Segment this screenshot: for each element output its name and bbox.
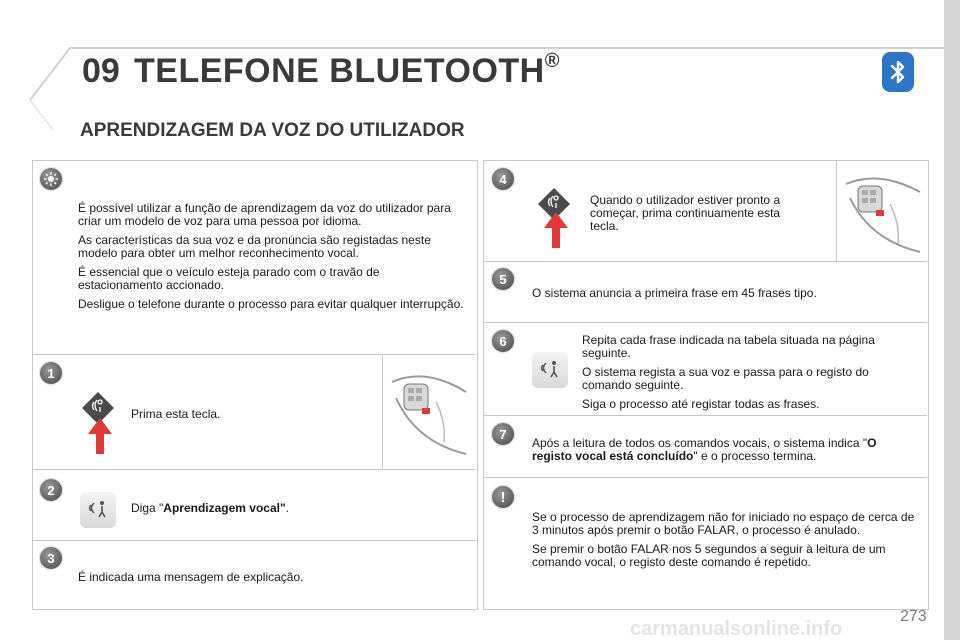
intro-paragraph: É possível utilizar a função de aprendizagem da voz do utilizador para criar um modelo de voz para uma pessoa por idioma.: [78, 201, 451, 228]
red-arrow-up-icon: [88, 418, 112, 454]
step-1-text: Prima esta tecla.: [131, 407, 221, 421]
step-4-text: Quando o utilizador estiver pronto a começar, prima continuamente esta tecla.: [590, 193, 781, 233]
step-6-text: [582, 334, 912, 417]
chapter-number: 09: [82, 52, 120, 90]
divider: [484, 415, 927, 416]
registered-mark: ®: [544, 50, 560, 72]
step-2-bold: Aprendizagem vocal": [163, 501, 286, 515]
steering-wheel-illustration: [840, 168, 924, 258]
step-badge-3: 3: [40, 547, 62, 569]
divider: [33, 469, 476, 470]
warning-paragraph: Se o processo de aprendizagem não for iniciado no espaço de cerca de 3 minutos após premir o botão FALAR, o processo é anulado.: [532, 510, 915, 537]
intro-paragraph: Desligue o telefone durante o processo para evitar qualquer interrupção.: [78, 297, 464, 311]
step-badge-4: 4: [492, 168, 514, 190]
step-7-text-before: Após a leitura de todos os comandos vocais, o sistema indica ": [532, 436, 868, 450]
warning-paragraph: Se premir o botão FALAR nos 5 segundos a seguir à leitura de um comando vocal, o registo deste comando é repetido.: [532, 542, 886, 569]
intro-paragraph: É essencial que o veículo esteja parado com o travão de estacionamento accionado.: [78, 265, 380, 292]
step-2-text: [131, 502, 289, 515]
step-6-paragraph: O sistema regista a sua voz e passa para o registo do comando seguinte.: [582, 365, 869, 392]
step-7-text-after: " e o processo termina.: [693, 449, 817, 463]
page-number: 273: [900, 608, 927, 625]
step-6-paragraph: Repita cada frase indicada na tabela situada na página seguinte.: [582, 333, 875, 360]
warning-text: [532, 511, 920, 575]
settings-sun-icon: [40, 168, 62, 190]
bluetooth-icon: [882, 52, 914, 92]
step-7-bold: O registo vocal está concluído: [532, 436, 877, 463]
voice-command-icon: [532, 352, 568, 388]
step-badge-5: 5: [492, 268, 514, 290]
step-5-text: O sistema anuncia a primeira frase em 45 frases tipo.: [532, 286, 817, 300]
step-badge-6: 6: [492, 330, 514, 352]
divider: [33, 540, 476, 541]
watermark: carmanualsonline.info: [630, 618, 843, 640]
section-title: APRENDIZAGEM DA VOZ DO UTILIZADOR: [80, 120, 465, 141]
step-badge-2: 2: [40, 479, 62, 501]
step-6-paragraph: Siga o processo até registar todas as frases.: [582, 397, 820, 411]
warning-icon: !: [492, 486, 514, 508]
divider: [484, 477, 927, 478]
divider: [33, 354, 476, 355]
step-badge-1: 1: [40, 362, 62, 384]
intro-text: [78, 202, 466, 317]
step-3-text: É indicada uma mensagem de explicação.: [78, 570, 304, 584]
step-badge-7: 7: [492, 423, 514, 445]
step-2-text-after: .: [285, 501, 290, 515]
step-7-text: [532, 437, 892, 463]
divider: [484, 322, 927, 323]
red-arrow-up-icon: [544, 212, 568, 248]
steering-wheel-illustration: [386, 362, 472, 462]
voice-command-icon: [80, 492, 116, 528]
step-2-text-before: Diga ": [131, 501, 164, 515]
chapter-title: [134, 52, 560, 91]
divider: [484, 261, 927, 262]
intro-paragraph: As características da sua voz e da pronúncia são registadas neste modelo para obter um melhor reconhecimento vocal.: [78, 233, 431, 260]
divider: [382, 355, 383, 469]
chapter-title-text: TELEFONE BLUETOOTH: [134, 52, 545, 90]
divider: [836, 161, 837, 261]
